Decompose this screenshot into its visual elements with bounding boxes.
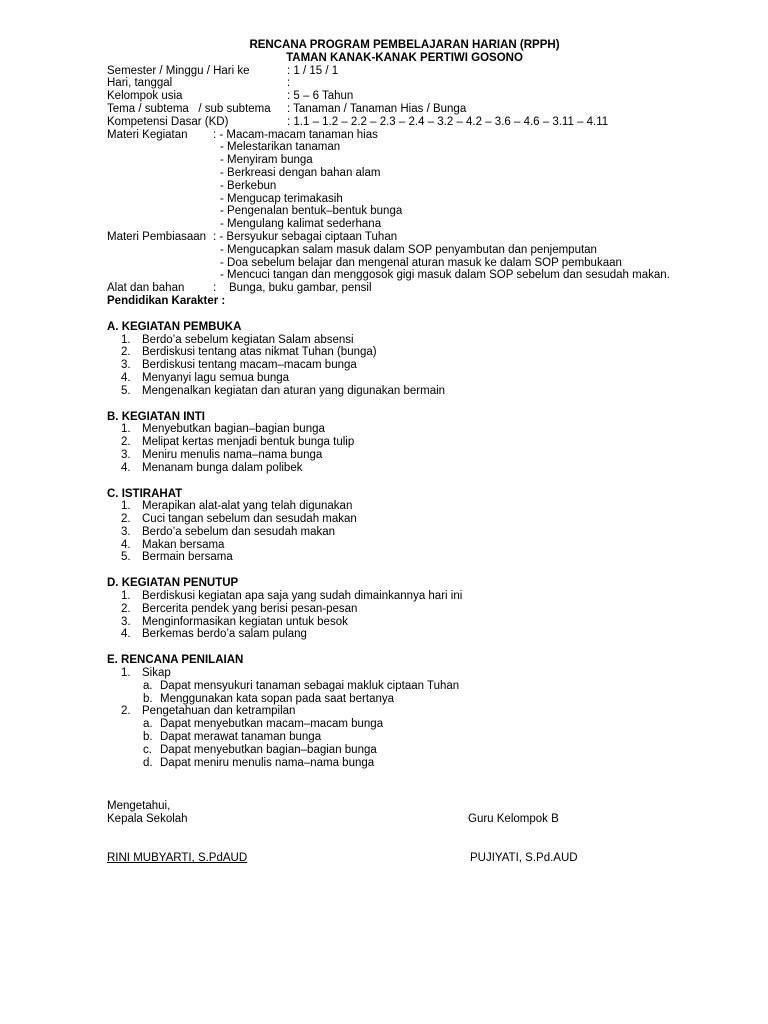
list-item: 4. Makan bersama <box>121 538 225 551</box>
list-item: - Mengulang kalimat sederhana <box>220 218 382 231</box>
alat-bahan-value: : Bunga, buku gambar, pensil <box>213 282 372 295</box>
alat-bahan-label: Alat dan bahan <box>107 282 185 295</box>
kepala-sekolah-name: RINI MUBYARTI, S.PdAUD <box>107 852 248 864</box>
info-row <box>107 90 687 103</box>
section-istirahat <box>107 488 687 565</box>
list-item: 2. Melipat kertas menjadi bentuk bunga tulip <box>121 436 355 449</box>
list-item: 5. Bermain bersama <box>121 551 233 564</box>
list-item: 3. Meniru menulis nama–nama bunga <box>121 448 323 461</box>
section-title: E. RENCANA PENILAIAN <box>107 654 244 667</box>
info-row <box>107 116 687 129</box>
materi-kegiatan <box>107 129 687 231</box>
document-title: RENCANA PROGRAM PEMBELAJARAN HARIAN (RPPH) <box>249 39 560 51</box>
info-value: : 1 / 15 / 1 <box>287 64 339 77</box>
materi-pembiasaan <box>107 231 687 282</box>
list-item: 3. Berdiskusi tentang macam–macam bunga <box>121 359 357 372</box>
info-block <box>107 65 687 129</box>
list-item: - Berkreasi dengan bahan alam <box>220 166 381 179</box>
sub-item: c. Dapat menyebutkan bagian–bagian bunga <box>143 743 377 756</box>
info-row <box>107 103 687 116</box>
list-item: 3. Menginformasikan kegiatan untuk besok <box>121 615 348 628</box>
list-item: 1. Berdiskusi kegiatan apa saja yang sudah dimainkannya hari ini <box>121 590 463 603</box>
section-title: C. ISTIRAHAT <box>107 487 183 500</box>
list-item: - Menyiram bunga <box>220 154 313 167</box>
info-row <box>107 65 687 78</box>
section-title: D. KEGIATAN PENUTUP <box>107 577 239 590</box>
section-penutup <box>107 577 687 641</box>
list-item: 4. Berkemas berdo’a salam pulang <box>121 628 307 641</box>
list-item: 2. Cuci tangan sebelum dan sesudah makan <box>121 513 357 526</box>
materi-pembiasaan-first: : - Bersyukur sebagai ciptaan Tuhan <box>213 230 398 243</box>
list-item: 2. Berdiskusi tentang atas nikmat Tuhan (bunga) <box>121 346 377 359</box>
list-item: 4. Menyanyi lagu semua bunga <box>121 371 290 384</box>
section-penilaian <box>107 654 687 769</box>
list-item: - Mengucapkan salam masuk dalam SOP penyambutan dan penjemputan <box>220 243 597 256</box>
materi-pembiasaan-label: Materi Pembiasaan <box>107 230 207 243</box>
sub-item: b. Menggunakan kata sopan pada saat bertanya <box>143 692 395 705</box>
info-label: Semester / Minggu / Hari ke <box>107 64 250 77</box>
materi-kegiatan-first: : - Macam-macam tanaman hias <box>213 128 378 141</box>
info-value: : Tanaman / Tanaman Hias / Bunga <box>287 102 467 115</box>
list-item: 3. Berdo’a sebelum dan sesudah makan <box>121 525 336 538</box>
info-value: : 1.1 – 1.2 – 2.2 – 2.3 – 2.4 – 3.2 – 4.2 – 3.6 – 4.6 – 3.11 – 4.11 <box>287 115 609 128</box>
list-item: 1. Sikap <box>121 667 171 680</box>
guru-label: Guru Kelompok B <box>468 813 559 825</box>
materi-kegiatan-label: Materi Kegiatan <box>107 128 188 141</box>
list-item: - Melestarikan tanaman <box>220 141 341 154</box>
section-pembuka <box>107 321 687 398</box>
guru-name: PUJIYATI, S.Pd.AUD <box>470 852 578 864</box>
info-label: Tema / subtema / sub subtema <box>107 102 271 115</box>
section-title: A. KEGIATAN PEMBUKA <box>107 320 242 333</box>
list-item: - Pengenalan bentuk–bentuk bunga <box>220 205 403 218</box>
list-item: 1. Berdo’a sebelum kegiatan Salam absensi <box>121 333 354 346</box>
info-label: Kelompok usia <box>107 90 183 103</box>
list-item: 4. Menanam bunga dalam polibek <box>121 461 303 474</box>
list-item: 5. Mengenalkan kegiatan dan aturan yang digunakan bermain <box>121 384 446 397</box>
kepala-sekolah-label: Kepala Sekolah <box>107 813 188 825</box>
info-value: : <box>287 77 291 90</box>
list-item: - Berkebun <box>220 179 277 192</box>
section-inti <box>107 411 687 475</box>
sub-item: a. Dapat mensyukuri tanaman sebagai makluk ciptaan Tuhan <box>143 679 460 692</box>
signature-block <box>107 800 687 865</box>
alat-bahan <box>107 282 687 295</box>
sub-item: b. Dapat merawat tanaman bunga <box>143 731 322 744</box>
info-row <box>107 77 687 90</box>
info-value: : 5 – 6 Tahun <box>287 90 354 103</box>
school-name: TAMAN KANAK-KANAK PERTIWI GOSONO <box>286 51 523 64</box>
info-label: Hari, tanggal <box>107 77 173 90</box>
list-item: 2. Pengetahuan dan ketrampilan <box>121 705 296 718</box>
list-item: - Doa sebelum belajar dan mengenal aturan masuk ke dalam SOP pembukaan <box>220 256 622 269</box>
list-item: - Mengucap terimakasih <box>220 192 343 205</box>
mengetahui-label: Mengetahui, <box>107 800 171 812</box>
info-label: Kompetensi Dasar (KD) <box>107 115 229 128</box>
sub-item: d. Dapat meniru menulis nama–nama bunga <box>143 756 375 769</box>
pendidikan-karakter: Pendidikan Karakter : <box>107 294 226 307</box>
document <box>107 39 687 769</box>
list-item: 2. Bercerita pendek yang berisi pesan-pesan <box>121 602 358 615</box>
list-item: 1. Menyebutkan bagian–bagian bunga <box>121 423 325 436</box>
section-title: B. KEGIATAN INTI <box>107 410 205 423</box>
sub-item: a. Dapat menyebutkan macam–macam bunga <box>143 718 384 731</box>
list-item: - Mencuci tangan dan menggosok gigi masuk dalam SOP sebelum dan sesudah makan. <box>220 269 670 282</box>
list-item: 1. Merapikan alat-alat yang telah digunakan <box>121 500 353 513</box>
